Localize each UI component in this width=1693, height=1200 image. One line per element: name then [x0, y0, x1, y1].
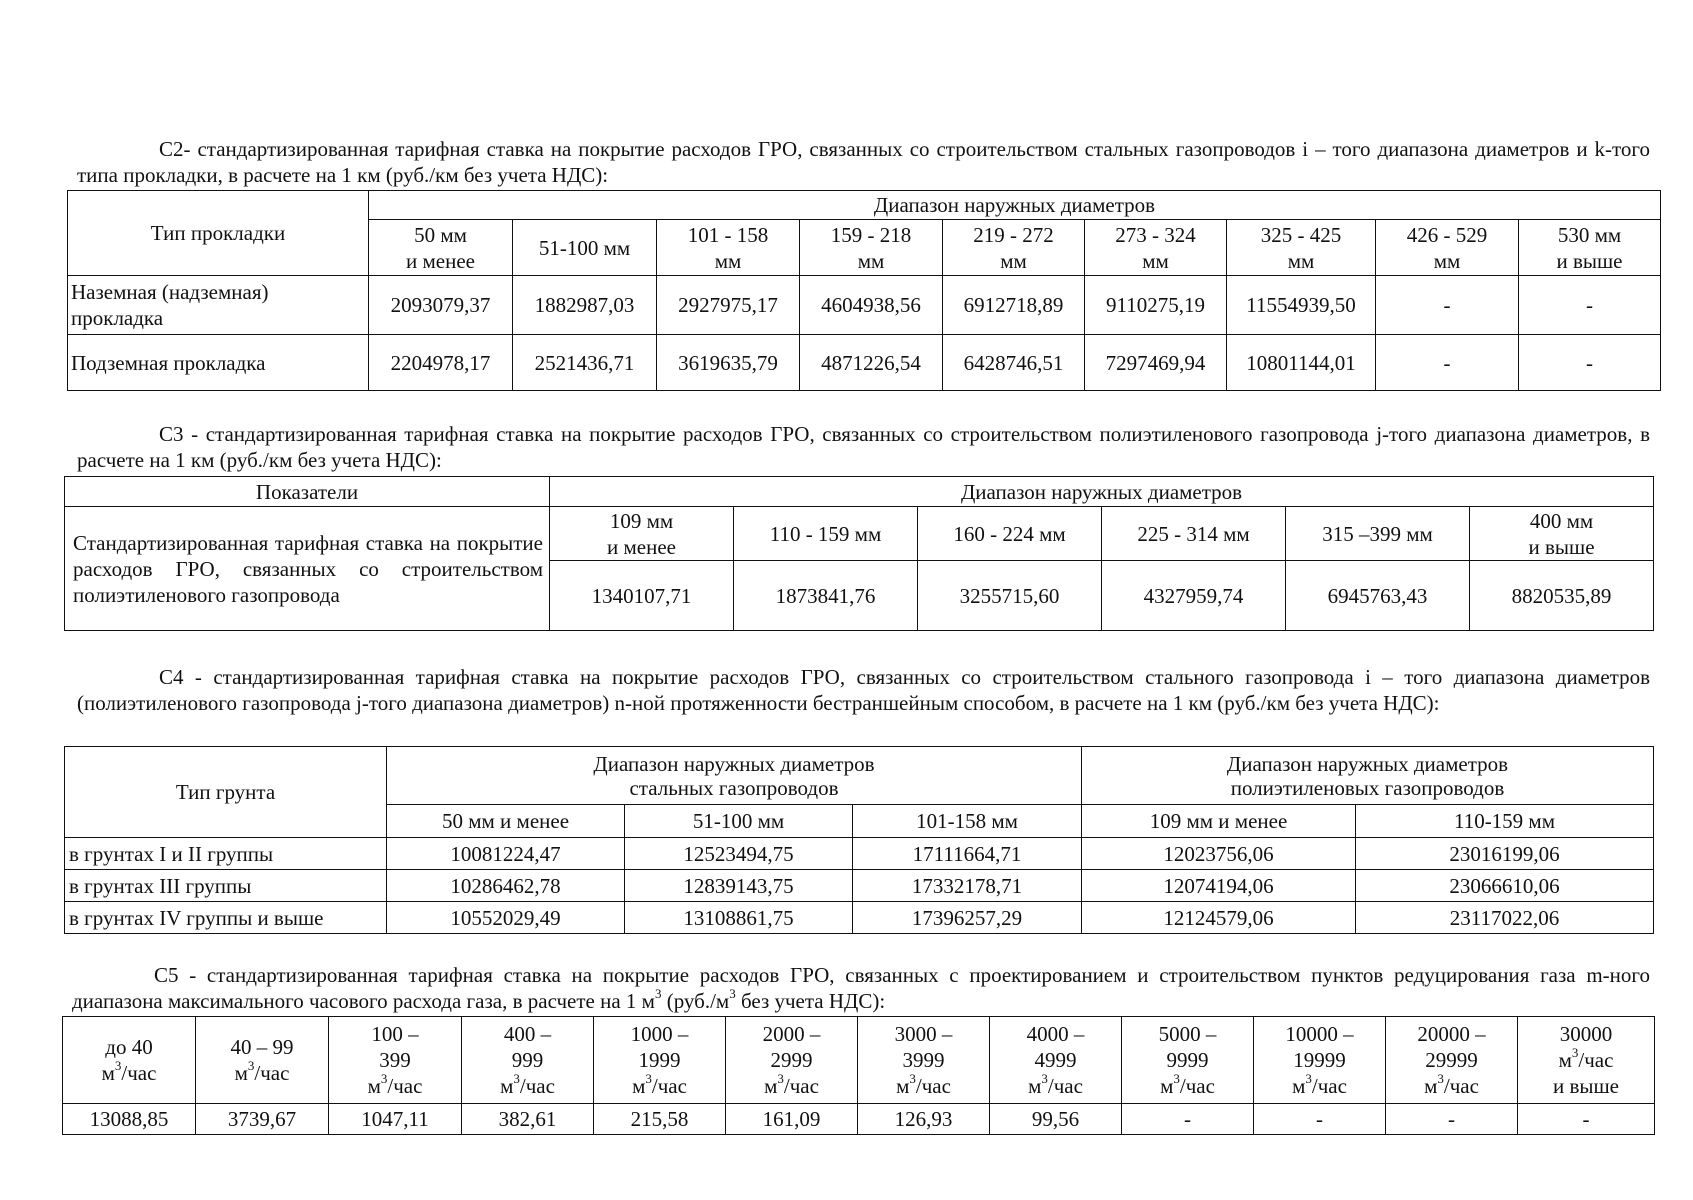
table-cell: 10552029,49: [387, 902, 625, 934]
table-cell: 8820535,89: [1470, 561, 1654, 631]
range-line: 400 –: [503, 1022, 552, 1046]
range-line: 3999: [902, 1048, 945, 1072]
range-line: 399: [379, 1048, 411, 1072]
column-header-line2: мм: [1287, 248, 1315, 273]
c2-column-header: [1376, 220, 1519, 276]
table-cell: 4604938,56: [800, 276, 943, 335]
unit-tail: /час: [1179, 1074, 1215, 1098]
table-cell: 1340107,71: [550, 561, 734, 631]
c5-column-header-row: [63, 1017, 1655, 1104]
table-cell: 13108861,75: [625, 902, 853, 934]
c4-soil-header: Тип грунта: [65, 747, 387, 838]
unit-tail: /час: [254, 1061, 290, 1085]
column-header-line2: мм: [857, 248, 885, 273]
table-cell: 2093079,37: [369, 276, 513, 335]
c4-intro-paragraph: С4 - стандартизированная тарифная ставка на покрытие расходов ГРО, связанных со строительством стального газопровода i – того диапазона диаметров (полиэтиленового газопровода j-того диапазона диаметров) n-ной протяженности бестраншейным способом, в расчете на 1 км (руб./км без учета НДС):: [77, 665, 1650, 715]
column-header-line2: и выше: [1556, 248, 1623, 273]
unit-base: м: [367, 1074, 381, 1098]
unit-base: м: [500, 1074, 514, 1098]
column-header-line1: 530 мм: [1557, 222, 1622, 247]
column-header-line1: 426 - 529: [1406, 222, 1488, 247]
table-cell: 161,09: [726, 1104, 858, 1135]
table-cell: 11554939,50: [1227, 276, 1376, 335]
range-line: 30000: [1559, 1022, 1613, 1046]
range-line: до 40: [105, 1035, 153, 1059]
unit-base: м: [896, 1074, 910, 1098]
table-row: [65, 838, 1654, 870]
column-header-line1: 400 мм: [1529, 508, 1594, 533]
unit-tail: /час: [519, 1074, 555, 1098]
unit-superscript: 3: [380, 1071, 388, 1086]
unit-superscript: 3: [1437, 1071, 1444, 1086]
column-header-line1: 109 мм: [609, 508, 674, 533]
c3-column-header: [918, 507, 1102, 561]
c3-polyethylene-rates-table: [64, 476, 1654, 631]
range-line: 40 – 99: [230, 1035, 294, 1059]
table-cell: -: [1519, 276, 1661, 335]
table-cell: 382,61: [462, 1104, 594, 1135]
range-line: 20000 –: [1417, 1022, 1486, 1046]
range-line: 4999: [1034, 1048, 1077, 1072]
c5-column-header: [990, 1017, 1122, 1104]
c5-intro-paragraph: С5 - стандартизированная тарифная ставка на покрытие расходов ГРО, связанных с проектированием и строительством пунктов редуцирования газа m-ного диапазона максимального часового расхода газа, в расчете на 1 $м^3$ ($руб./м^3$ без учета НДС):: [72, 963, 1650, 1013]
table-cell: 126,93: [858, 1104, 990, 1135]
unit-tail: /час: [1311, 1074, 1347, 1098]
column-header-line2: мм: [1142, 248, 1169, 273]
row-label-line2: прокладка: [71, 306, 164, 330]
column-header-line1: 101 - 158: [687, 222, 769, 247]
c4-column-header: 110-159 мм: [1356, 805, 1654, 838]
c3-column-header: [734, 507, 918, 561]
c3-range-header: Диапазон наружных диаметров: [550, 477, 1654, 507]
c5-column-header: [1518, 1017, 1655, 1104]
range-line: 2000 –: [762, 1022, 821, 1046]
unit-superscript: 3: [777, 1071, 784, 1086]
unit-superscript: 3: [513, 1071, 520, 1086]
c4-column-header: 50 мм и менее: [387, 805, 625, 838]
range-line: 9999: [1166, 1048, 1209, 1072]
table-cell: 215,58: [594, 1104, 726, 1135]
table-cell: 23066610,06: [1356, 870, 1654, 902]
c2-range-header: Диапазон наружных диаметров: [369, 191, 1661, 220]
column-header-line1: 315 –399 мм: [1322, 521, 1433, 546]
column-header-line1: 51-100 мм: [538, 235, 631, 260]
c3-intro-paragraph: С3 - стандартизированная тарифная ставка на покрытие расходов ГРО, связанных со строительством полиэтиленового газопровода j-того диапазона диаметров, в расчете на 1 км (руб./км без учета НДС):: [77, 422, 1650, 472]
table-cell: 17111664,71: [853, 838, 1082, 870]
unit-tail: /час: [121, 1061, 157, 1085]
unit-superscript: 3: [909, 1071, 916, 1086]
range-line: 1999: [638, 1048, 681, 1072]
table-cell: -: [1254, 1104, 1386, 1135]
table-cell: 23016199,06: [1356, 838, 1654, 870]
table-cell: 6428746,51: [943, 335, 1085, 391]
c5-column-header: [462, 1017, 594, 1104]
unit-superscript: 3: [1041, 1071, 1048, 1086]
table-row: [65, 870, 1654, 902]
column-header-line2: и выше: [1528, 534, 1595, 559]
column-header-line2: и менее: [406, 248, 475, 273]
unit-tail: /час: [1578, 1048, 1614, 1072]
c2-steel-rates-table: [67, 190, 1661, 391]
table-cell: 1047,11: [329, 1104, 462, 1135]
c4-pe-header: Диапазон наружных диаметров полиэтиленовых газопроводов: [1082, 747, 1654, 805]
table-cell: -: [1518, 1104, 1655, 1135]
table-cell: -: [1376, 276, 1519, 335]
c2-column-header: [1519, 220, 1661, 276]
table-cell: 1873841,76: [734, 561, 918, 631]
unit-tail: /час: [1443, 1074, 1479, 1098]
c4-column-header: 51-100 мм: [625, 805, 853, 838]
unit-tail: /час: [915, 1074, 951, 1098]
table-cell: 4327959,74: [1102, 561, 1286, 631]
c2-intro-paragraph: С2- стандартизированная тарифная ставка на покрытие расходов ГРО, связанных со строительством стальных газопроводов i – того диапазона диаметров и k-того типа прокладки, в расчете на 1 км (руб./км без учета НДС):: [77, 137, 1650, 187]
unit-base: м: [632, 1074, 646, 1098]
c5-column-header: [63, 1017, 196, 1104]
c2-column-header: [1085, 220, 1227, 276]
c3-row-label: Стандартизированная тарифная ставка на покрытие расходов ГРО, связанных со строительством полиэтиленового газопровода: [65, 507, 550, 631]
c4-trenchless-rates-table: [64, 746, 1654, 934]
c4-steel-header: Диапазон наружных диаметров стальных газопроводов: [387, 747, 1082, 805]
table-cell: 10286462,78: [387, 870, 625, 902]
unit-base: м: [1292, 1074, 1306, 1098]
column-header-line1: 225 - 314 мм: [1137, 521, 1250, 546]
table-cell: 13088,85: [63, 1104, 196, 1135]
table-cell: 2927975,17: [657, 276, 800, 335]
c5-column-header: [1254, 1017, 1386, 1104]
unit-base: м: [764, 1074, 778, 1098]
table-cell: 3255715,60: [918, 561, 1102, 631]
range-line: 3000 –: [894, 1022, 953, 1046]
c3-column-header: [1286, 507, 1470, 561]
c2-column-header: [1227, 220, 1376, 276]
column-header-line1: 219 - 272: [973, 222, 1054, 247]
unit-superscript: 3: [1173, 1071, 1180, 1086]
row-label-line1: Наземная (надземная): [71, 280, 269, 304]
unit-base: м: [1028, 1074, 1042, 1098]
table-cell: 7297469,94: [1085, 335, 1227, 391]
table-cell: 12523494,75: [625, 838, 853, 870]
table-cell: 6912718,89: [943, 276, 1085, 335]
table-cell: -: [1376, 335, 1519, 391]
table-cell: 17396257,29: [853, 902, 1082, 934]
range-tail: и выше: [1552, 1074, 1619, 1098]
table-cell: -: [1519, 335, 1661, 391]
row-label: в грунтах I и II группы: [65, 838, 387, 870]
column-header-line1: 160 - 224 мм: [953, 521, 1066, 546]
c4-column-header: 101-158 мм: [853, 805, 1082, 838]
c2-column-header: [943, 220, 1085, 276]
unit-superscript: 3: [1305, 1071, 1312, 1086]
column-header-line1: 273 - 324: [1115, 222, 1196, 247]
unit-base: м: [234, 1061, 248, 1085]
table-cell: 1882987,03: [513, 276, 657, 335]
range-line: 999: [511, 1048, 544, 1072]
range-line: 10000 –: [1285, 1022, 1354, 1046]
unit-tail: /час: [651, 1074, 687, 1098]
c2-type-header: Тип прокладки: [68, 191, 369, 276]
table-cell: 3619635,79: [657, 335, 800, 391]
unit-base: м: [101, 1061, 115, 1085]
table-cell: 10801144,01: [1227, 335, 1376, 391]
range-line: 19999: [1293, 1048, 1346, 1072]
c3-column-header: [1102, 507, 1286, 561]
row-label: [68, 335, 369, 391]
table-cell: 3739,67: [196, 1104, 329, 1135]
table-cell: -: [1122, 1104, 1254, 1135]
range-line: 4000 –: [1026, 1022, 1085, 1046]
unit-tail: /час: [1047, 1074, 1083, 1098]
column-header-line2: мм: [1433, 248, 1461, 273]
c2-column-header: [800, 220, 943, 276]
range-line: 2999: [770, 1048, 813, 1072]
unit-base: м: [1558, 1048, 1572, 1072]
column-header-line1: 110 - 159 мм: [769, 521, 882, 546]
column-header-line1: 325 - 425: [1260, 222, 1342, 247]
table-row: [68, 276, 1661, 335]
row-label-line1: Подземная прокладка: [71, 350, 266, 375]
c3-column-header: [550, 507, 734, 561]
table-cell: 12124579,06: [1082, 902, 1356, 934]
c5-column-header: [196, 1017, 329, 1104]
row-label: в грунтах IV группы и выше: [65, 902, 387, 934]
table-cell: -: [1386, 1104, 1518, 1135]
unit-superscript: 3: [247, 1058, 255, 1073]
table-row: [63, 1104, 1655, 1135]
column-header-line2: мм: [714, 248, 742, 273]
unit-superscript: 3: [114, 1058, 122, 1073]
table-cell: 23117022,06: [1356, 902, 1654, 934]
c5-column-header: [329, 1017, 462, 1104]
table-cell: 12074194,06: [1082, 870, 1356, 902]
table-cell: 99,56: [990, 1104, 1122, 1135]
table-cell: 17332178,71: [853, 870, 1082, 902]
c4-column-header: 109 мм и менее: [1082, 805, 1356, 838]
range-line: 100 –: [371, 1022, 419, 1046]
table-cell: 6945763,43: [1286, 561, 1470, 631]
c3-column-header-row: [65, 507, 1654, 561]
table-cell: 2204978,17: [369, 335, 513, 391]
table-cell: 2521436,71: [513, 335, 657, 391]
row-label: в грунтах III группы: [65, 870, 387, 902]
c5-column-header: [594, 1017, 726, 1104]
c2-column-header: [369, 220, 513, 276]
c5-column-header: [858, 1017, 990, 1104]
column-header-line2: и менее: [607, 534, 676, 559]
c2-column-header: [513, 220, 657, 276]
range-line: 29999: [1425, 1048, 1478, 1072]
c5-column-header: [1122, 1017, 1254, 1104]
unit-tail: /час: [783, 1074, 819, 1098]
table-row: [68, 335, 1661, 391]
table-cell: 12023756,06: [1082, 838, 1356, 870]
row-label: [68, 276, 369, 335]
column-header-line2: мм: [1000, 248, 1027, 273]
unit-superscript: 3: [645, 1071, 652, 1086]
unit-superscript: 3: [1571, 1045, 1579, 1060]
unit-base: м: [1424, 1074, 1438, 1098]
c5-column-header: [1386, 1017, 1518, 1104]
column-header-line1: 159 - 218: [830, 222, 912, 247]
range-line: 5000 –: [1158, 1022, 1217, 1046]
unit-tail: /час: [387, 1074, 423, 1098]
table-row: [65, 902, 1654, 934]
column-header-line1: 50 мм: [414, 222, 467, 247]
table-cell: 10081224,47: [387, 838, 625, 870]
table-cell: 4871226,54: [800, 335, 943, 391]
table-cell: 9110275,19: [1085, 276, 1227, 335]
unit-base: м: [1160, 1074, 1174, 1098]
c5-gas-reduction-rates-table: [62, 1016, 1655, 1135]
c3-indicators-header: Показатели: [65, 477, 550, 507]
c5-column-header: [726, 1017, 858, 1104]
c3-column-header: [1470, 507, 1654, 561]
c2-column-header: [657, 220, 800, 276]
range-line: 1000 –: [630, 1022, 689, 1046]
table-cell: 12839143,75: [625, 870, 853, 902]
